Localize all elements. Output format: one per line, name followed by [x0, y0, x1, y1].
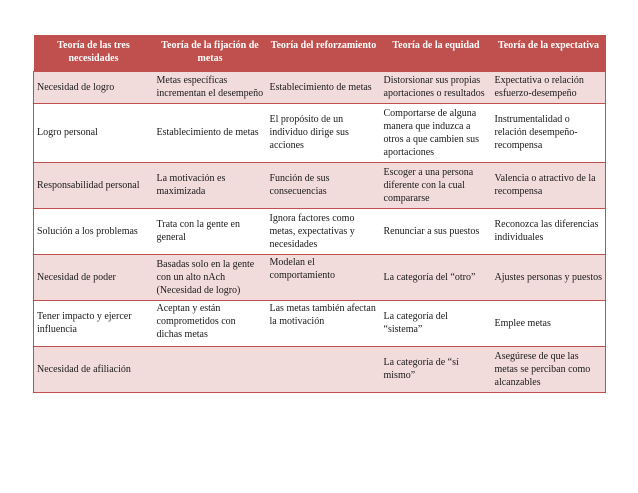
table-cell: La motivación es maximizada — [154, 163, 267, 209]
table-row — [34, 163, 606, 209]
table-cell: Ignora factores como metas, expectativas y necesidades — [267, 209, 381, 255]
table-cell: Renunciar a sus puestos — [381, 209, 492, 255]
table-cell: Expectativa o relación esfuerzo-desempeño — [492, 72, 606, 104]
table-cell: La categoría del “otro” — [381, 255, 492, 301]
table-cell: Valencia o atractivo de la recompensa — [492, 163, 606, 209]
table-cell: Necesidad de afiliación — [34, 347, 154, 393]
table-cell: Ajustes personas y puestos — [492, 255, 606, 301]
table-cell: Escoger a una persona diferente con la cual compararse — [381, 163, 492, 209]
table-cell: Logro personal — [34, 104, 154, 163]
table-cell: Trata con la gente en general — [154, 209, 267, 255]
column-header: Teoría de la equidad — [381, 35, 492, 72]
table-row — [34, 301, 606, 347]
table-cell: Solución a los problemas — [34, 209, 154, 255]
table-cell: Establecimiento de metas — [267, 72, 381, 104]
column-header: Teoría de las tres necesidades — [34, 35, 154, 72]
table-cell: Establecimiento de metas — [154, 104, 267, 163]
table-row — [34, 104, 606, 163]
table-cell: Asegúrese de que las metas se perciban como alcanzables — [492, 347, 606, 393]
table-cell: Aceptan y están comprometidos con dichas metas — [154, 301, 267, 347]
column-header: Teoría de la fijación de metas — [154, 35, 267, 72]
table-cell: La categoría de “sí mismo” — [381, 347, 492, 393]
table-cell: Necesidad de poder — [34, 255, 154, 301]
table-cell: Emplee metas — [492, 301, 606, 347]
table-row — [34, 255, 606, 301]
column-header: Teoría de la expectativa — [492, 35, 606, 72]
motivation-theories-table — [33, 35, 606, 393]
table-row — [34, 347, 606, 393]
table-row — [34, 72, 606, 104]
table-cell: Basadas solo en la gente con un alto nAch (Necesidad de logro) — [154, 255, 267, 301]
header-row — [34, 35, 606, 72]
table-cell: El propósito de un individuo dirige sus acciones — [267, 104, 381, 163]
table-cell: La categoría del “sistema” — [381, 301, 492, 347]
table-cell — [154, 347, 267, 393]
table-row — [34, 209, 606, 255]
table-cell: Modelan el comportamiento — [267, 255, 381, 301]
table-cell: Comportarse de alguna manera que induzca a otros a que cambien sus aportaciones — [381, 104, 492, 163]
column-header: Teoría del reforzamiento — [267, 35, 381, 72]
table-cell: Las metas también afectan la motivación — [267, 301, 381, 347]
motivation-theories-table-container — [33, 35, 605, 393]
table-cell: Metas específicas incrementan el desempeño — [154, 72, 267, 104]
table-cell — [267, 347, 381, 393]
table-cell: Distorsionar sus propias aportaciones o resultados — [381, 72, 492, 104]
table-cell: Instrumentalidad o relación desempeño-recompensa — [492, 104, 606, 163]
table-cell: Tener impacto y ejercer influencia — [34, 301, 154, 347]
table-cell: Función de sus consecuencias — [267, 163, 381, 209]
table-cell: Necesidad de logro — [34, 72, 154, 104]
table-cell: Reconozca las diferencias individuales — [492, 209, 606, 255]
table-cell: Responsabilidad personal — [34, 163, 154, 209]
